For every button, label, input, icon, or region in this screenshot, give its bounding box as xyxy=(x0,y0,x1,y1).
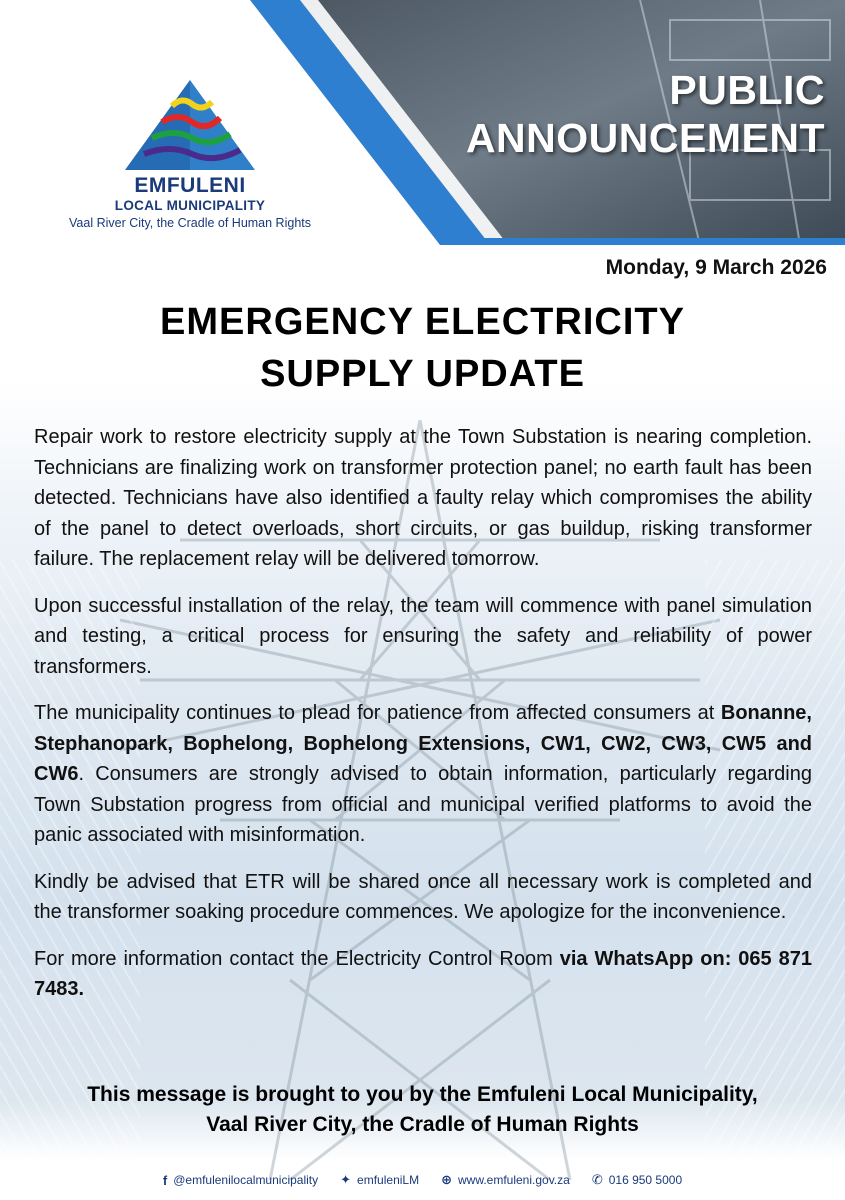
public-announcement-heading xyxy=(466,66,825,162)
title-line-2: SUPPLY UPDATE xyxy=(260,353,585,395)
affected-areas: Bonanne, Stephanopark, Bophelong, Bophelong Extensions, CW1, CW2, CW3, CW5 and CW6 xyxy=(34,702,812,785)
heading-line-1: PUBLIC xyxy=(669,67,825,113)
paragraph-2: Upon successful installation of the relay, the team will commence with panel simulation and testing, a critical process for ensuring the safety and reliability of power transformers. xyxy=(34,594,812,678)
phone-number: 016 950 5000 xyxy=(608,1173,683,1187)
facebook-icon: f xyxy=(162,1172,168,1188)
paragraph-1: Repair work to restore electricity supply at the Town Substation is nearing completion. Technicians are finalizing work on transformer protection panel; no earth fault has been detected. Technicians have also identified a faulty relay which compromises the ability of the panel to detect overloads, short circuits, or gas buildup, risking transformer failure. The replacement relay will be delivered tomorrow. xyxy=(34,426,812,570)
announcement-title xyxy=(0,296,845,400)
phone-icon: ✆ xyxy=(591,1172,603,1187)
footer-twitter[interactable] xyxy=(340,1172,419,1188)
paragraph-5 xyxy=(34,944,812,1005)
emfuleni-logo xyxy=(70,72,310,242)
footer-contacts xyxy=(0,1160,845,1200)
paragraph-5-start: For more information contact the Electricity Control Room xyxy=(34,947,560,970)
paragraph-4: Kindly be advised that ETR will be shared once all necessary work is completed and the transformer soaking procedure commences. We apologize for the inconvenience. xyxy=(34,870,812,923)
footer-phone[interactable] xyxy=(592,1172,682,1188)
logo-name: EMFULENI xyxy=(134,174,246,197)
twitter-icon: ✦ xyxy=(340,1172,352,1187)
website-url: www.emfuleni.gov.za xyxy=(457,1173,570,1187)
footer-facebook[interactable] xyxy=(163,1173,318,1188)
logo-triangle-icon xyxy=(70,72,310,172)
heading-line-2: ANNOUNCEMENT xyxy=(465,115,825,161)
footer-website[interactable] xyxy=(441,1172,570,1188)
logo-subtitle: LOCAL MUNICIPALITY xyxy=(114,198,266,213)
paragraph-3-end: . Consumers are strongly advised to obtain information, particularly regarding Town Substation progress from official and municipal verified platforms to avoid the panic associated with misinformation. xyxy=(34,763,812,846)
closing-line-1: This message is brought to you by the Emfuleni Local Municipality, xyxy=(87,1083,758,1106)
paragraph-3-start: The municipality continues to plead for patience from affected consumers at xyxy=(34,702,721,724)
facebook-handle: @emfulenilocalmunicipality xyxy=(173,1173,319,1187)
title-line-1: EMERGENCY ELECTRICITY xyxy=(160,301,685,343)
closing-message xyxy=(0,1080,845,1140)
paragraph-3 xyxy=(34,698,812,851)
logo-tagline: Vaal River City, the Cradle of Human Rights xyxy=(69,216,311,230)
twitter-handle: emfuleniLM xyxy=(357,1173,420,1187)
whatsapp-contact: via WhatsApp on: 065 871 7483. xyxy=(34,947,812,1000)
announcement-date: Monday, 9 March 2026 xyxy=(605,256,827,279)
globe-icon: ⊕ xyxy=(441,1172,452,1187)
announcement-body xyxy=(34,422,812,1021)
closing-line-2: Vaal River City, the Cradle of Human Rights xyxy=(206,1113,639,1136)
